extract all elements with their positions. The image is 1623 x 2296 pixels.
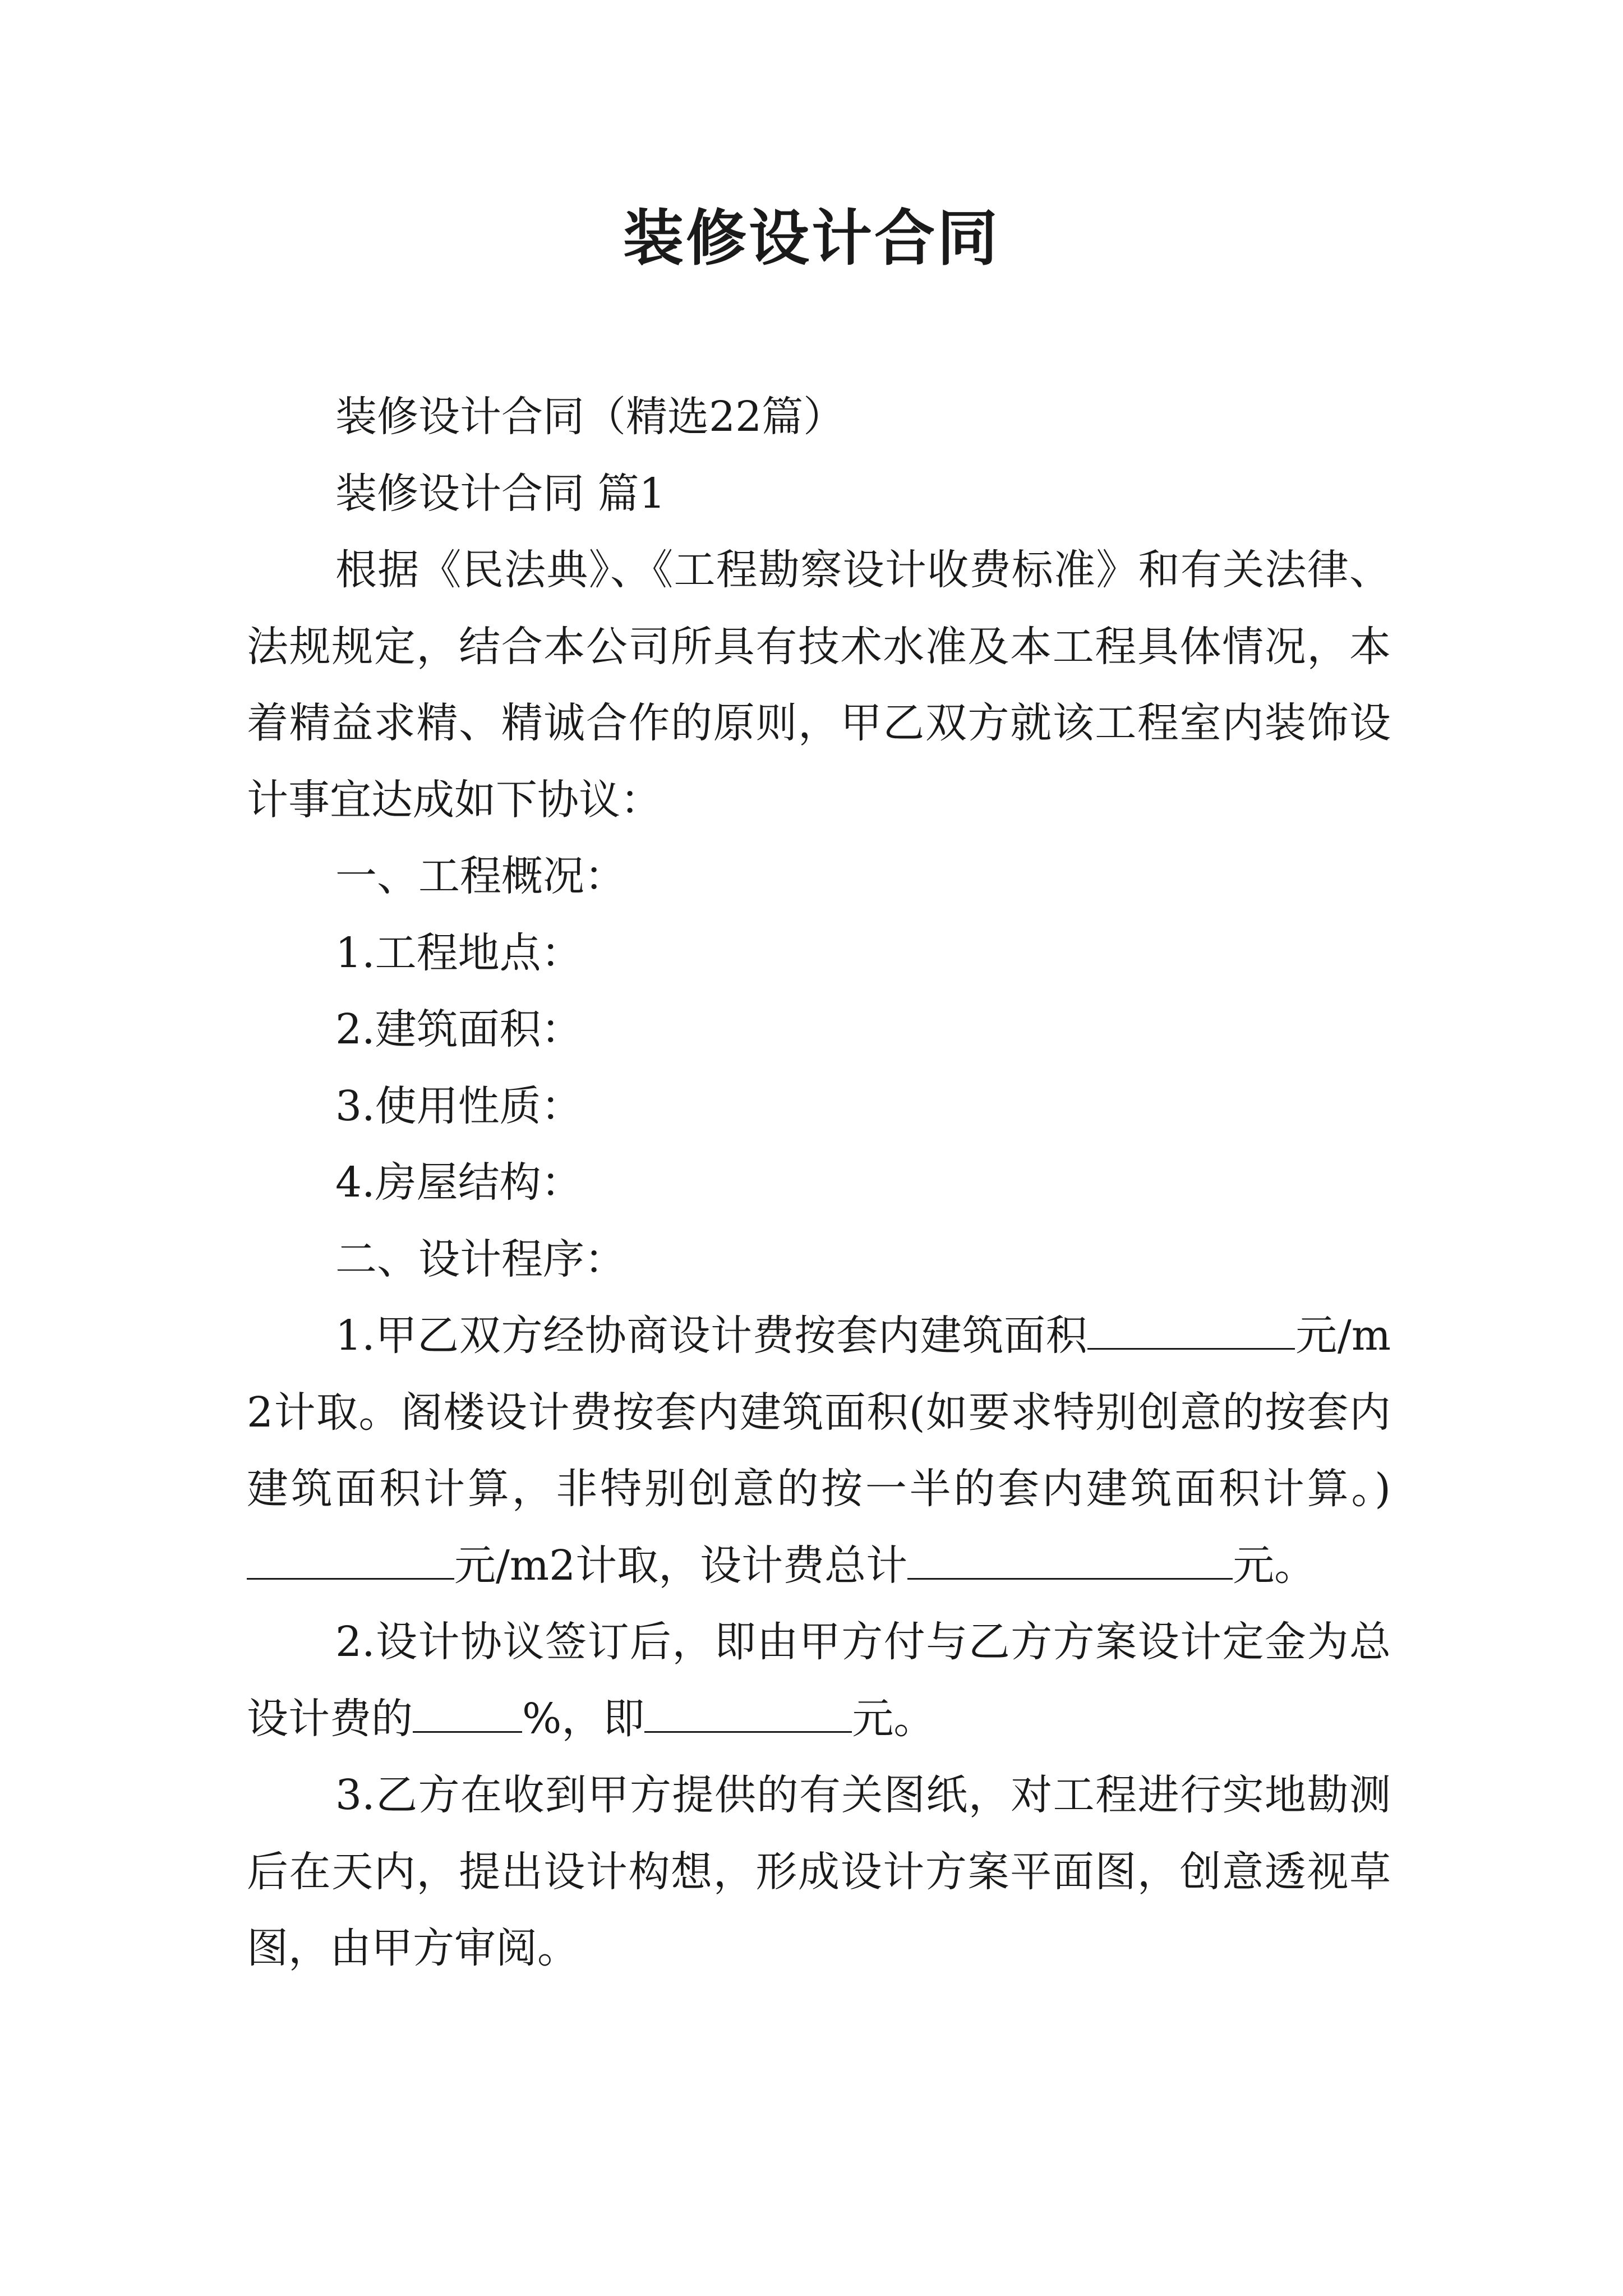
fill-blank-total-fee <box>907 1536 1233 1580</box>
intro-paragraph: 根据《民法典》、《工程勘察设计收费标准》和有关法律、法规规定，结合本公司所具有技术水准及本工程具体情况，本着精益求精、精诚合作的原则，甲乙双方就该工程室内装饰设计事宜达成如下协议： <box>247 546 1391 824</box>
part2-item1-text-a: 1.甲乙双方经协商设计费按套内建筑面积 <box>335 1312 1088 1360</box>
fill-blank-deposit <box>644 1690 852 1733</box>
document-subtitle: 装修设计合同（精选22篇） <box>335 393 845 441</box>
part2-item3-paragraph: 3.乙方在收到甲方提供的有关图纸，对工程进行实地勘测后在天内，提出设计构想，形成设计方案平面图，创意透视草图，由甲方审阅。 <box>247 1771 1391 1972</box>
part2-item1-text-d: 元。 <box>1233 1541 1316 1590</box>
part1-item-area: 2.建筑面积： <box>335 1005 583 1053</box>
part1-heading: 一、工程概况： <box>335 852 626 900</box>
part2-item2-text-c: 元。 <box>852 1694 935 1743</box>
part2-heading: 二、设计程序： <box>335 1235 626 1283</box>
part2-item2-paragraph <box>247 1604 1391 1757</box>
document-body <box>247 379 1391 1987</box>
part2-item1-text-c: 元/m2计取，设计费总计 <box>454 1541 908 1590</box>
part1-item-structure: 4.房屋结构： <box>335 1158 583 1207</box>
section-heading: 装修设计合同 篇1 <box>335 469 666 518</box>
part2-item2-text-a: 2.设计协议签订后，即由甲方付与乙方方案设计定金为总设计费的 <box>247 1618 1391 1743</box>
part1-item-usage: 3.使用性质： <box>335 1082 583 1130</box>
document-title: 装修设计合同 <box>623 203 1000 274</box>
part1-item-location: 1.工程地点： <box>335 928 583 977</box>
fill-blank-rate <box>1087 1306 1295 1350</box>
part2-item1-paragraph <box>247 1297 1391 1604</box>
fill-blank-attic-rate <box>247 1536 454 1580</box>
part2-item1-text-b: 元/m2计取。阁楼设计费按套内建筑面积(如要求特别创意的按套内建筑面积计算，非特别创意的按一半的套内建筑面积计算。) <box>247 1312 1391 1513</box>
fill-blank-percent <box>413 1690 522 1733</box>
part2-item2-text-b: %，即 <box>522 1694 645 1743</box>
